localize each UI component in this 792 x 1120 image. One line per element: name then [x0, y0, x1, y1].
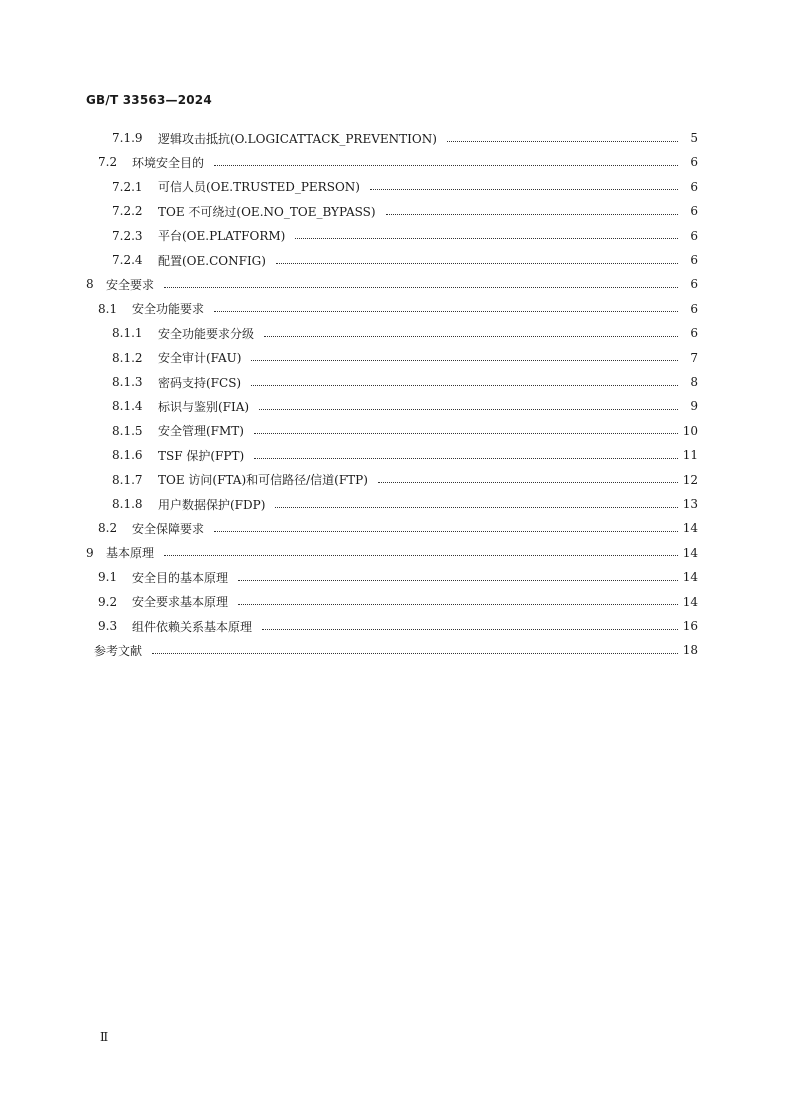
toc-entry-number: 8.1.1 [112, 326, 143, 341]
toc-entry-title: 安全要求基本原理 [132, 595, 229, 610]
toc-entry[interactable] [0, 494, 792, 514]
toc-dot-leader [238, 604, 678, 605]
toc-entry-number: 7.2.4 [112, 253, 143, 267]
toc-entry-title: 可信人员(OE.TRUSTED_PERSON) [158, 180, 360, 195]
toc-entry[interactable] [0, 348, 792, 368]
toc-entry-number: 9.2 [98, 594, 118, 609]
toc-dot-leader [214, 165, 678, 166]
toc-entry-page: 6 [690, 277, 698, 292]
toc-entry-title: 基本原理 [106, 546, 155, 561]
toc-entry-title: 配置(OE.CONFIG) [158, 253, 266, 268]
toc-entry-title: TOE 访问(FTA)和可信路径/信道(FTP) [158, 473, 368, 488]
toc-entry-page: 6 [690, 301, 698, 316]
toc-entry-title: 组件依赖关系基本原理 [132, 619, 253, 634]
toc-entry-number: 9.3 [98, 619, 118, 633]
toc-entry[interactable] [0, 396, 792, 416]
toc-entry[interactable] [0, 201, 792, 221]
toc-entry-page: 5 [690, 131, 698, 145]
toc-dot-leader [370, 189, 678, 190]
toc-entry-number: 8 [86, 277, 94, 292]
toc-entry-title: 安全功能要求分级 [158, 326, 255, 341]
toc-entry[interactable] [0, 177, 792, 197]
toc-dot-leader [295, 238, 678, 239]
toc-entry-title: 安全管理(FMT) [158, 424, 244, 439]
toc-entry-number: 8.1 [98, 301, 118, 316]
toc-entry-title: 安全保障要求 [132, 521, 205, 536]
toc-entry-page: 6 [690, 155, 698, 170]
toc-entry-title: TSF 保护(FPT) [158, 448, 245, 463]
toc-entry-title: 安全目的基本原理 [132, 570, 229, 585]
toc-dot-leader [378, 482, 678, 483]
toc-entry-number: 8.1.8 [112, 497, 143, 511]
toc-entry-number: 7.2 [98, 155, 118, 170]
toc-entry-page: 14 [682, 521, 698, 536]
toc-entry-number: 7.2.3 [112, 228, 143, 243]
toc-entry-page: 7 [690, 350, 698, 365]
toc-entry-number: 8.2 [98, 521, 118, 536]
toc-entry[interactable] [0, 128, 792, 148]
toc-dot-leader [214, 531, 678, 532]
toc-entry[interactable] [0, 250, 792, 270]
toc-entry-page: 14 [682, 570, 698, 585]
toc-entry[interactable] [0, 592, 792, 612]
toc-dot-leader [276, 263, 678, 264]
toc-entry-page: 9 [690, 399, 698, 414]
toc-entry-page: 6 [690, 228, 698, 243]
toc-entry-page: 18 [682, 643, 698, 658]
toc-entry-page: 13 [682, 497, 698, 511]
toc-entry-page: 8 [690, 375, 698, 389]
toc-dot-leader [275, 507, 678, 508]
toc-entry-title: TOE 不可绕过(OE.NO_TOE_BYPASS) [158, 204, 376, 219]
toc-entry-title: 安全功能要求 [132, 302, 205, 317]
toc-entry-title: 密码支持(FCS) [158, 375, 242, 390]
toc-dot-leader [264, 336, 678, 337]
toc-dot-leader [214, 311, 678, 312]
toc-entry-number: 7.2.1 [112, 179, 143, 194]
toc-dot-leader [254, 458, 678, 459]
toc-dot-leader [164, 555, 678, 556]
toc-entry-number: 7.2.2 [112, 204, 143, 219]
toc-entry[interactable] [0, 543, 792, 563]
toc-entry-number: 8.1.3 [112, 375, 143, 389]
toc-entry-number: 8.1.7 [112, 472, 143, 487]
toc-dot-leader [262, 629, 678, 630]
toc-entry-page: 6 [690, 253, 698, 267]
toc-entry-number: 8.1.2 [112, 350, 143, 365]
toc-entry-number: 7.1.9 [112, 131, 143, 145]
toc-entry-number: 8.1.4 [112, 399, 143, 414]
toc-entry-title: 平台(OE.PLATFORM) [158, 229, 286, 244]
toc-entry-page: 14 [682, 545, 698, 560]
toc-entry-page: 6 [690, 204, 698, 219]
toc-entry-number: 9.1 [98, 570, 118, 585]
toc-entry-title: 逻辑攻击抵抗(O.LOGICATTACK_PREVENTION) [158, 131, 437, 146]
toc-dot-leader [251, 360, 678, 361]
toc-dot-leader [386, 214, 678, 215]
toc-entry-page: 14 [682, 594, 698, 609]
toc-dot-leader [164, 287, 678, 288]
toc-entry-page: 16 [682, 619, 698, 633]
toc-dot-leader [152, 653, 678, 654]
toc-entry-title: 环境安全目的 [132, 155, 205, 170]
document-id-header: GB/T 33563—2024 [86, 93, 212, 107]
toc-entry[interactable] [0, 323, 792, 343]
toc-entry[interactable] [0, 616, 792, 636]
toc-dot-leader [251, 385, 678, 386]
toc-entry-number: 8.1.6 [112, 448, 143, 463]
toc-dot-leader [447, 141, 678, 142]
toc-entry-number: 8.1.5 [112, 423, 143, 438]
toc-entry[interactable] [0, 274, 792, 294]
toc-entry[interactable] [0, 299, 792, 319]
toc-entry-title: 用户数据保护(FDP) [158, 497, 266, 512]
page-number: Ⅱ [100, 1030, 109, 1044]
toc-dot-leader [259, 409, 678, 410]
toc-entry-title: 参考文献 [94, 643, 143, 658]
toc-entry[interactable] [0, 518, 792, 538]
toc-dot-leader [238, 580, 678, 581]
toc-entry-title: 安全审计(FAU) [158, 351, 242, 366]
toc-entry-page: 11 [682, 448, 698, 463]
toc-entry[interactable] [0, 421, 792, 441]
toc-entry[interactable] [0, 372, 792, 392]
toc-entry-title: 标识与鉴别(FIA) [158, 399, 250, 414]
toc-entry-title: 安全要求 [106, 277, 155, 292]
toc-entry-page: 10 [682, 423, 698, 438]
toc-entry-page: 12 [682, 472, 698, 487]
toc-entry-page: 6 [690, 326, 698, 341]
toc-entry[interactable] [0, 445, 792, 465]
toc-entry[interactable] [0, 470, 792, 490]
toc-dot-leader [254, 433, 678, 434]
toc-entry[interactable] [0, 640, 792, 660]
toc-entry-page: 6 [690, 179, 698, 194]
toc-entry[interactable] [0, 226, 792, 246]
toc-entry[interactable] [0, 567, 792, 587]
toc-entry-number: 9 [86, 545, 94, 560]
toc-entry[interactable] [0, 152, 792, 172]
